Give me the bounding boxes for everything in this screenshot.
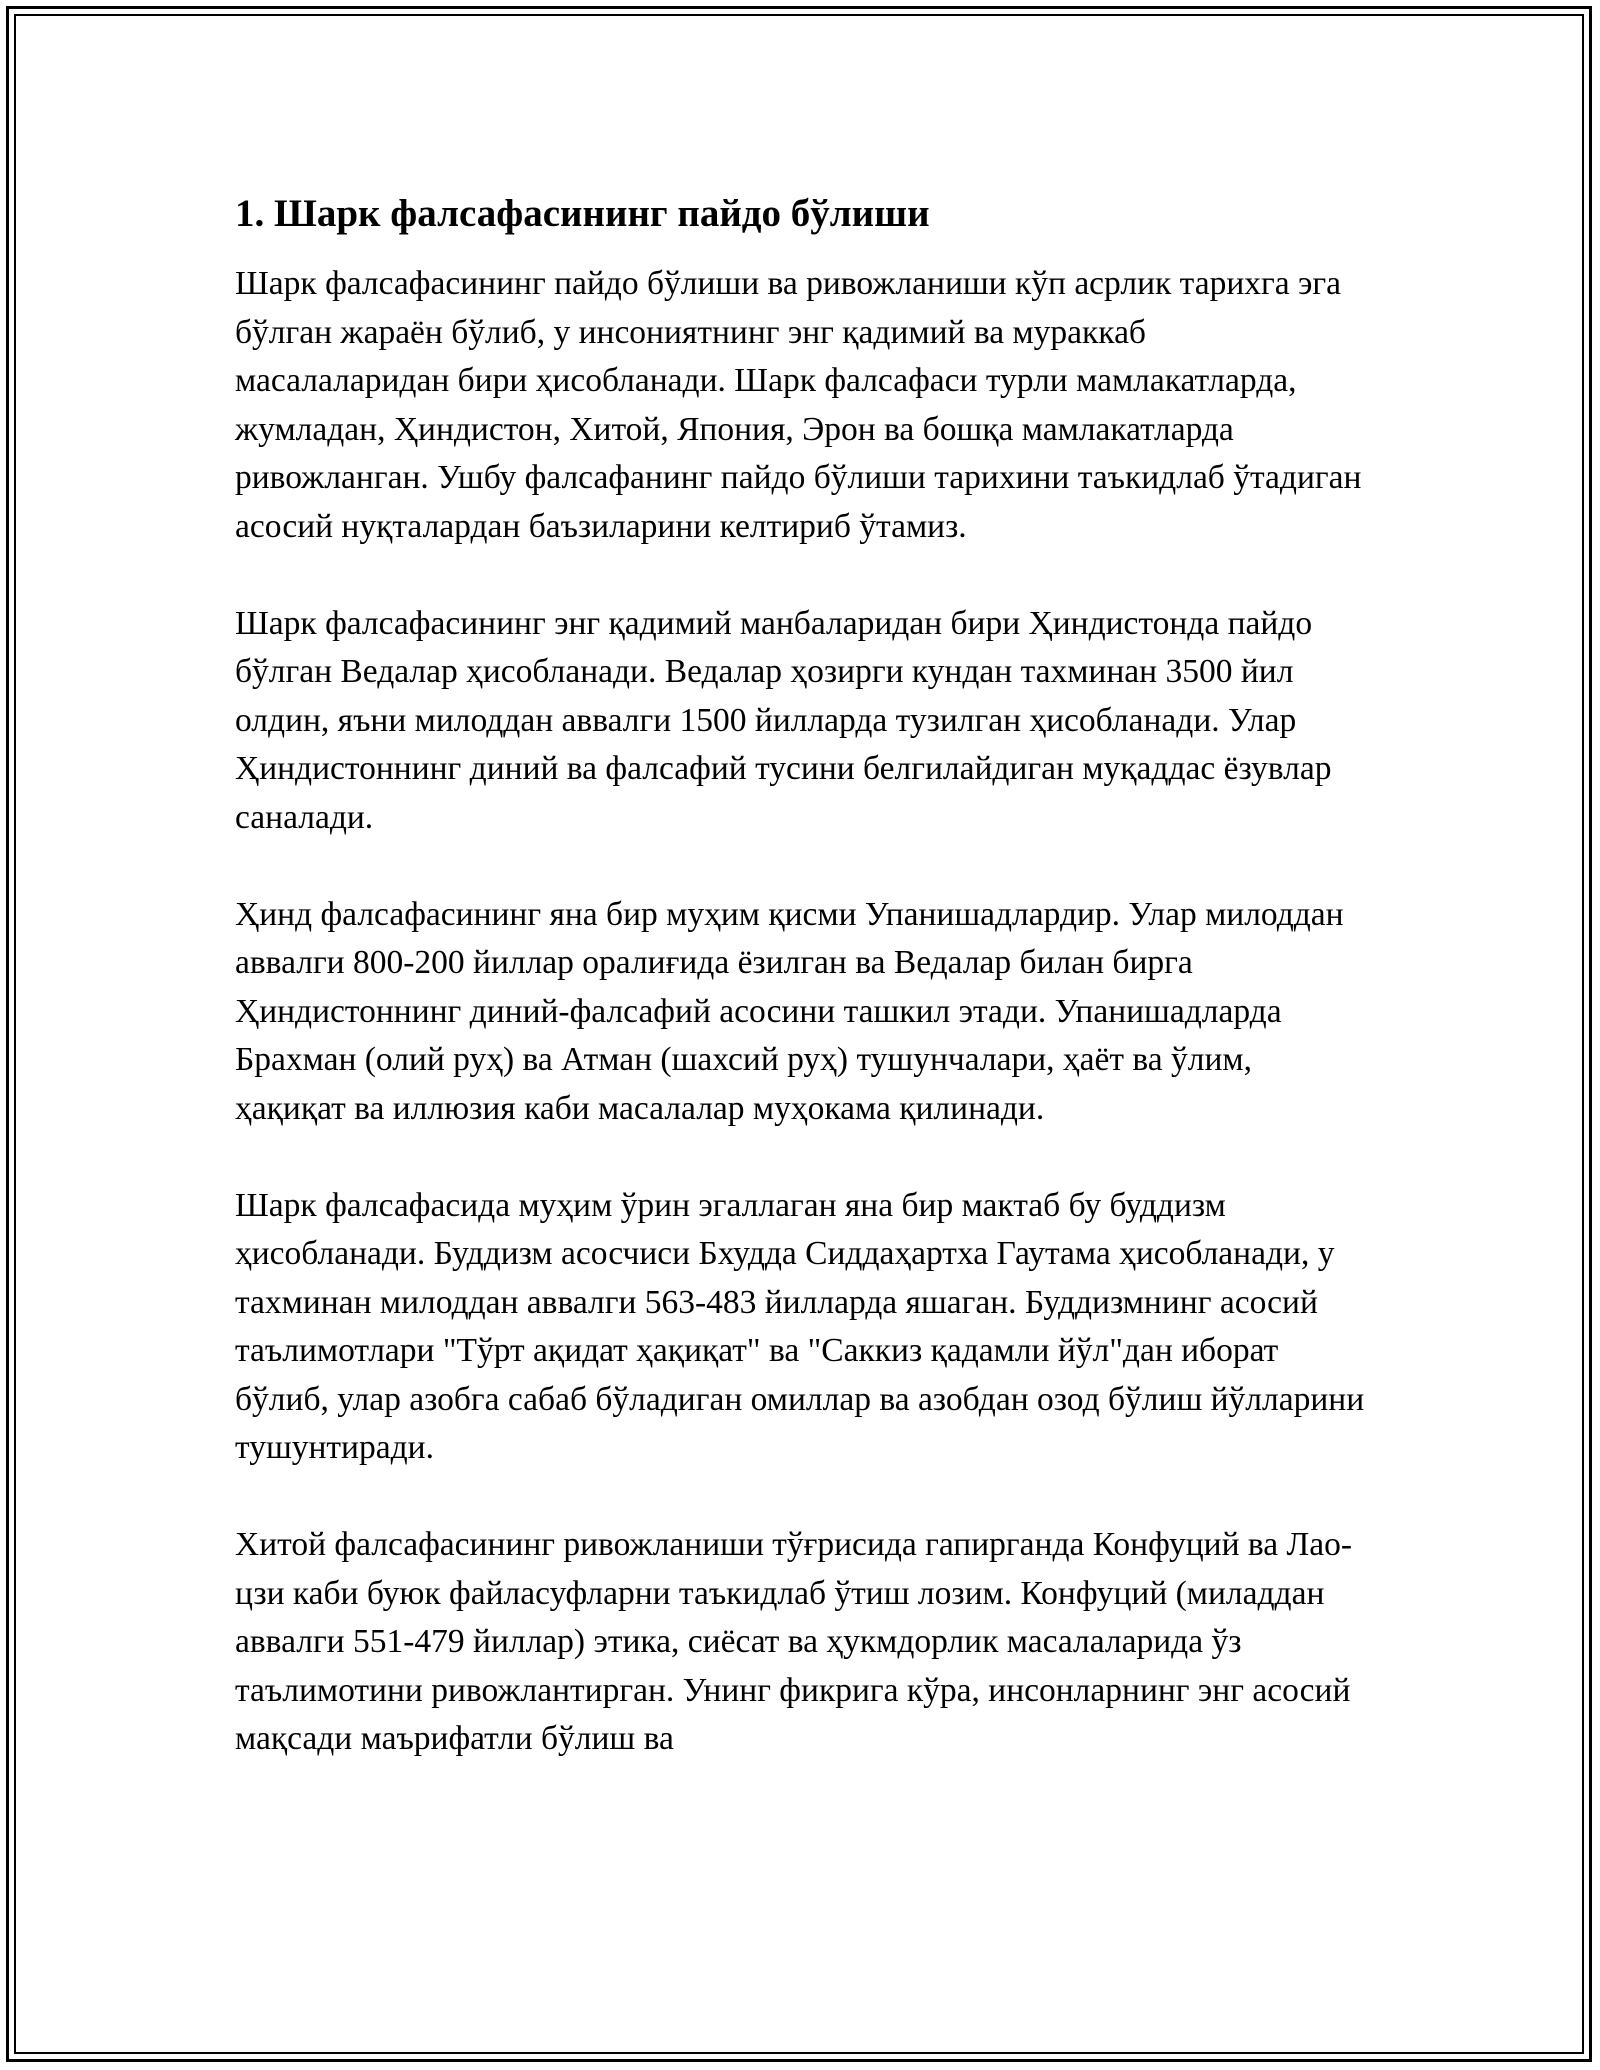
paragraph-4: Шарк фалсафасида муҳим ўрин эгаллаган яна бир мактаб бу буддизм ҳисобланади. Буддизм асосчиси Бхудда Сиддаҳартха Гаутама ҳисобланади, у тахминан милоддан аввалги 563-483 йилларда яшаган. Буддизмнинг асосий таълимотлари "Тўрт ақидат ҳақиқат" ва "Саккиз қадамли йўл"дан иборат бўлиб, улар азобга сабаб бўладиган омиллар ва азобдан озод бўлиш йўлларини тушунтиради. [235,1186,1365,1466]
paragraph-1: Шарк фалсафасининг пайдо бўлиши ва ривожланиши кўп асрлик тарихга эга бўлган жараён бўлиб, у инсониятнинг энг қадимий ва мураккаб масалаларидан бири ҳисобланади. Шарк фалсафаси турли мамлакатларда, жумладан, Ҳиндистон, Хитой, Япония, Эрон ва бошқа мамлакатларда ривожланган. Ушбу фалсафанинг пайдо бўлиши тарихини таъкидлаб ўтадиган асосий нуқталардан баъзиларини келтириб ўтамиз. [235,265,1362,545]
paragraph-5: Хитой фалсафасининг ривожланиши тўғрисида гапирганда Конфуций ва Лао-цзи каби буюк файласуфларни таъкидлаб ўтиш лозим. Конфуций (миладдан аввалги 551-479 йиллар) этика, сиёсат ва ҳукмдорлик масалаларида ўз таълимотини ривожлантирган. Унинг фикрига кўра, инсонларнинг энг асосий мақсади маърифатли бўлиш ва [235,1526,1352,1757]
paragraph-2: Шарк фалсафасининг энг қадимий манбаларидан бири Ҳиндистонда пайдо бўлган Ведалар ҳисобланади. Ведалар ҳозирги кундан тахминан 3500 йил олдин, яъни милоддан аввалги 1500 йилларда тузилган ҳисобланади. Улар Ҳиндистоннинг диний ва фалсафий тусини белгилайдиган муқаддас ёзувлар саналади. [235,604,1332,836]
paragraph-3: Ҳинд фалсафасининг яна бир муҳим қисми Упанишадлардир. Улар милоддан аввалги 800-200 йиллар оралиғида ёзилган ва Ведалар билан бирга Ҳиндистоннинг диний-фалсафий асосини ташкил этади. Упанишадларда Брахман (олий руҳ) ва Атман (шахсий руҳ) тушунчалари, ҳаёт ва ўлим, ҳақиқат ва иллюзия каби масалалар муҳокама қилинади. [235,895,1344,1127]
document-body [235,190,1365,1812]
section-heading: 1. Шарк фалсафасининг пайдо бўлиши [235,192,930,235]
